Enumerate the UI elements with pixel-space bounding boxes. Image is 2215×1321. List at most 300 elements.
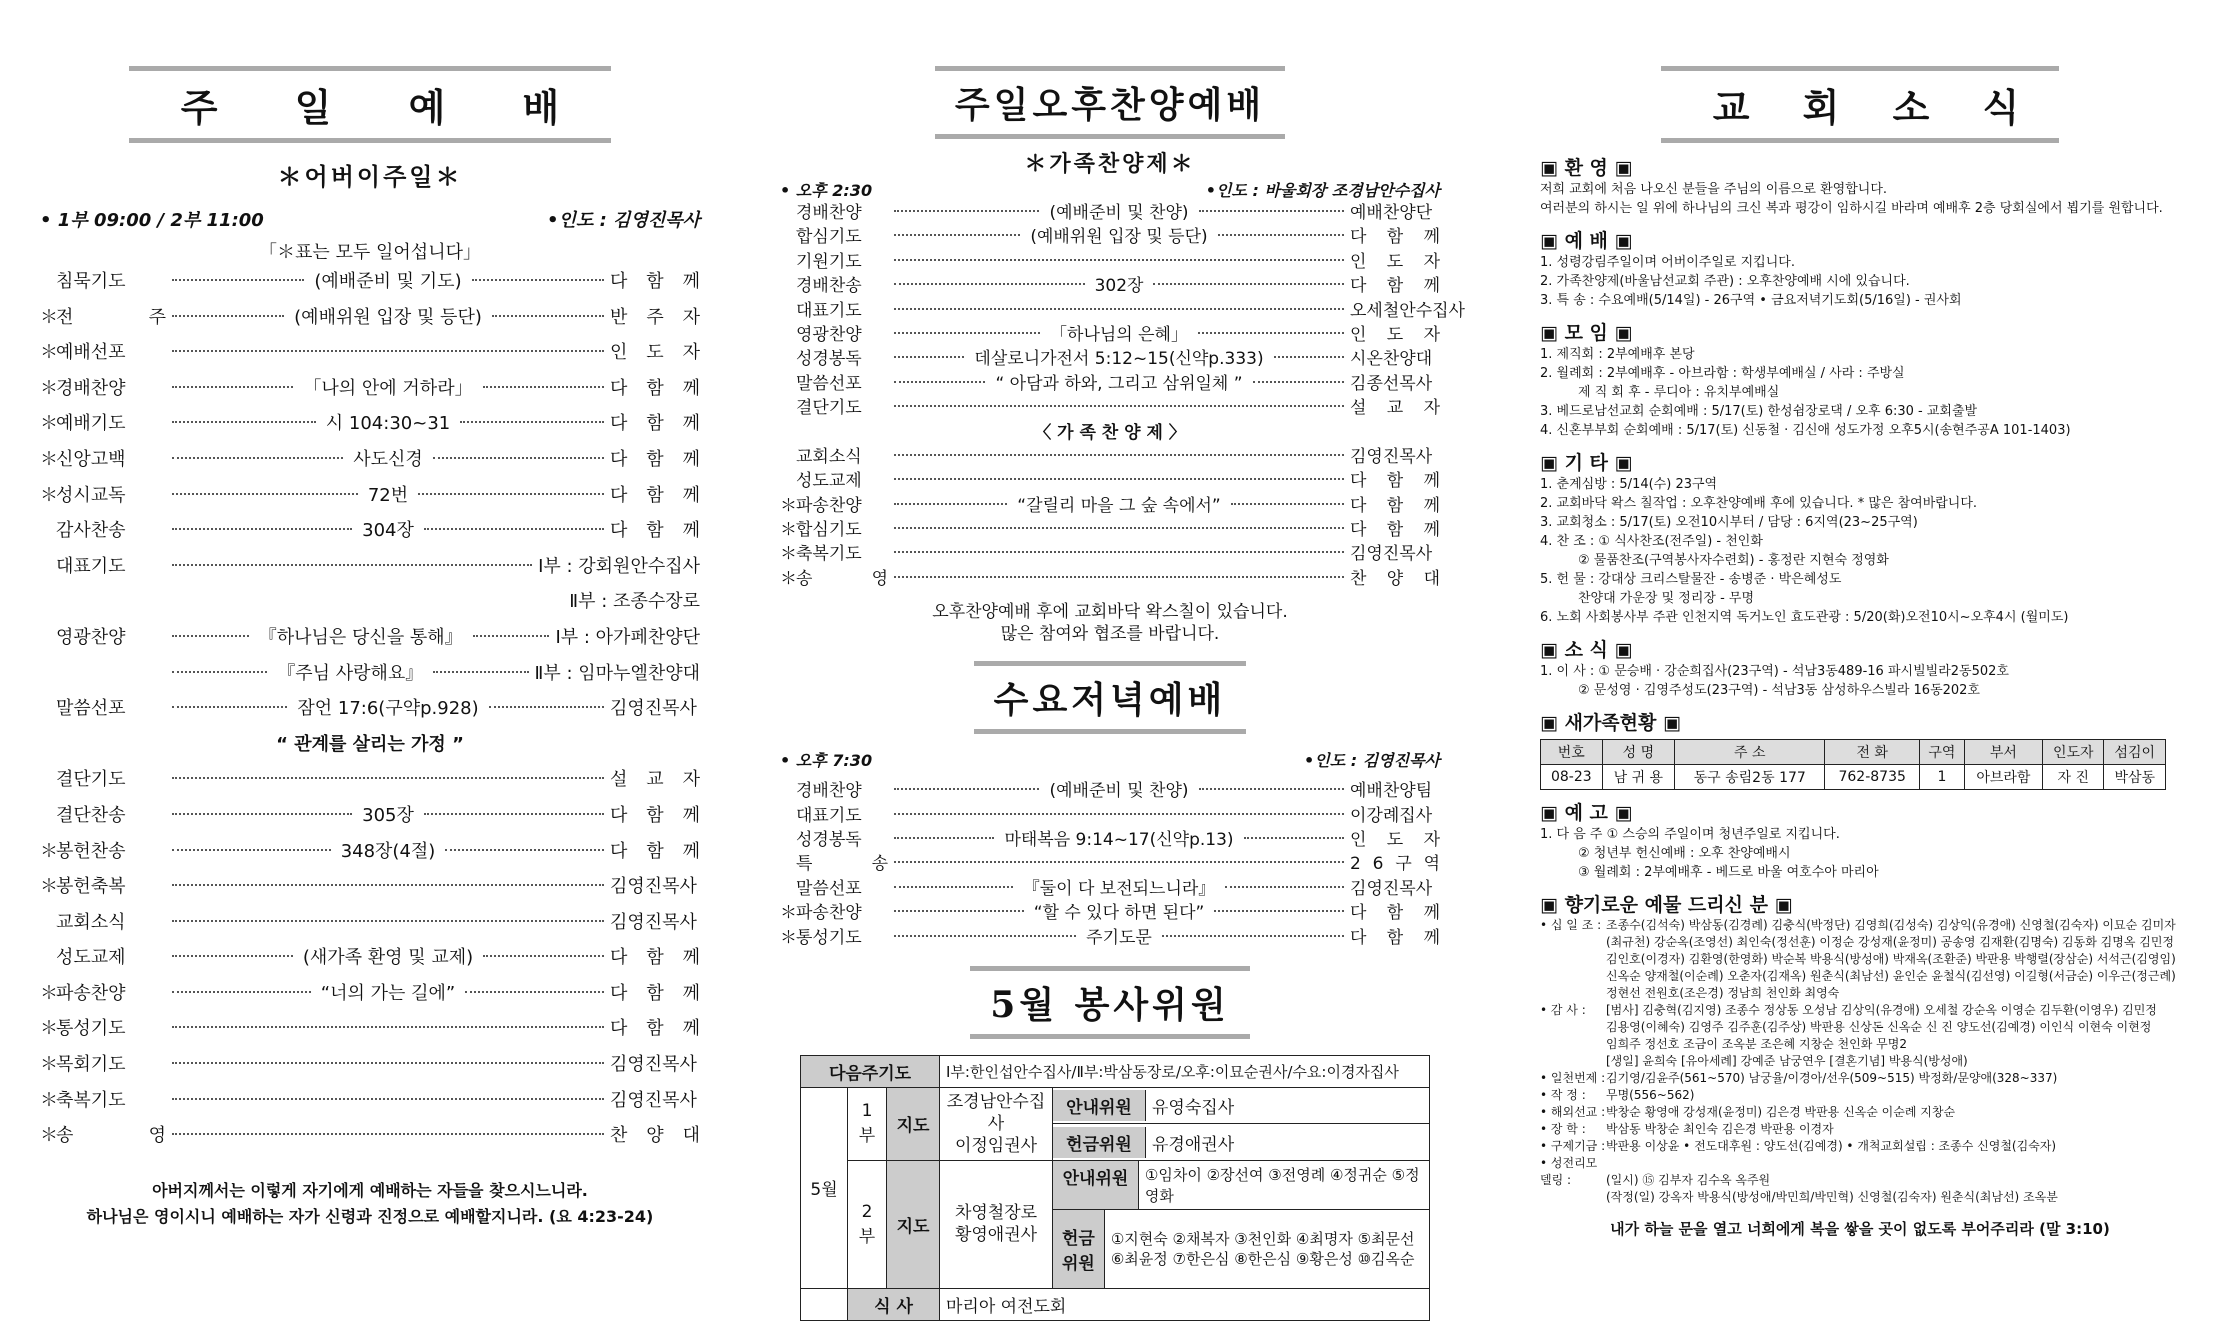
order-label: 결단기도 <box>796 398 862 419</box>
order-person: 다 함 께 <box>610 377 701 399</box>
offering-line <box>1540 985 2180 1002</box>
order-row <box>40 406 700 442</box>
order-detail: 데살로니가전서 5:12~15(신약p.333) <box>974 349 1264 370</box>
section-heading: ▣ 모 임 ▣ <box>1540 322 1633 344</box>
order-label: 특 송 <box>796 854 888 875</box>
offering-line <box>1540 951 2180 968</box>
offering-type: • 해외선교 : <box>1540 1105 1606 1119</box>
order-row <box>40 762 700 798</box>
order-person: 인 도 자 <box>610 342 700 364</box>
role-names: 유영숙집사 <box>1152 1098 1235 1119</box>
part2-cell: 2부 <box>848 1160 887 1288</box>
offering-type: • 구제기금 : <box>1540 1139 1606 1153</box>
news-line: ② 물품찬조(구역봉사자수련회) - 홍정란 지현숙 정영화 <box>1578 553 1889 568</box>
section-heading: ▣ 예 고 ▣ <box>1540 802 1633 824</box>
afternoon-worship-title: 주일오후찬양예배 <box>935 66 1285 139</box>
order-row <box>780 828 1440 852</box>
order-person: 다 함 께 <box>610 484 701 506</box>
order-person: 시온찬양대 <box>1350 349 1433 370</box>
news-line: 1. 제직회 : 2부예배후 본당 <box>1540 347 1695 362</box>
stand-marker: ＊ <box>40 413 58 435</box>
news-line: ② 청년부 헌신예배 : 오후 찬양예배시 <box>1578 846 1791 861</box>
order-detail: 마태복음 9:14~17(신약p.13) <box>1004 830 1234 851</box>
offering-names: [생일] 윤희숙 [유아세례] 강예준 남궁연우 [결혼기념] 박용식(방성애) <box>1606 1054 1968 1068</box>
order-person: 예배찬양팀 <box>1350 781 1433 802</box>
afternoon-subtitle: ＊가족찬양제＊ <box>1024 151 1196 177</box>
table-header-cell: 성 명 <box>1602 740 1675 765</box>
order-row <box>780 347 1440 371</box>
order-detail: (예배준비 및 기도) <box>314 271 462 292</box>
offering-names: 무명(556~562) <box>1606 1088 1695 1102</box>
news-line: 4. 찬 조 : ① 식사찬조(전주일) - 천인화 <box>1540 534 1763 549</box>
order-detail: (예배준비 및 찬양) <box>1049 203 1189 223</box>
order-label: 파송찬양 <box>56 982 126 1004</box>
order-person: 다 함 께 <box>610 840 701 862</box>
order-label: 목회기도 <box>56 1054 126 1076</box>
order-person: 인 도 자 <box>1350 324 1440 345</box>
offering-line <box>1540 1070 2180 1087</box>
order-person: Ⅰ부 : 강회원안수집사 <box>538 555 700 577</box>
offering-names: 김기영/김윤주(561~570) 남궁율/이경아/선우(509~515) 박정화/문양애(328~337) <box>1606 1071 2058 1085</box>
news-line: 여러분의 하시는 일 위에 하나님의 크신 복과 평강이 임하시길 바라며 예배후 2층 당회실에서 뵙기를 원합니다. <box>1540 201 2163 216</box>
stand-marker: ＊ <box>780 927 797 948</box>
role-names: ①임차이 ②장선여 ③전영례 ④정귀순 ⑤정영화 <box>1144 1165 1420 1205</box>
order-row <box>780 518 1440 542</box>
offering-names: (최규천) 강순옥(조영선) 최인숙(정선훈) 이정순 강성재(윤정미) 공송영 김재환(김명숙) 김동화 김명옥 김민정 <box>1606 935 2175 949</box>
offering-line <box>1540 1189 2180 1206</box>
guide-name: 황영애권사 <box>954 1225 1038 1246</box>
table-header-cell: 번호 <box>1541 740 1603 765</box>
order-label: 경배찬양 <box>56 377 126 399</box>
table-cell: 동구 송림2동 177 <box>1675 765 1825 790</box>
offering-names: 박창순 황영애 강성재(윤정미) 김은경 박판용 신옥순 이순례 지창순 <box>1606 1105 1956 1119</box>
order-person: 다 함 께 <box>610 413 701 435</box>
news-line: 1. 춘계심방 : 5/14(수) 23구역 <box>1540 477 1718 492</box>
order-person: 김영진목사 <box>610 1054 697 1076</box>
order-person: 다 함 께 <box>610 271 700 292</box>
order-row <box>780 250 1440 274</box>
order-person: 다 함 께 <box>1350 903 1441 924</box>
order-label: 결단기도 <box>56 769 126 791</box>
offering-type: • 성전리모델링 : <box>1540 1156 1598 1187</box>
news-line: 3. 베드로남선교회 순회예배 : 5/17(토) 한성쉼장로댁 / 오후 6:30 - 교회출발 <box>1540 404 1978 419</box>
order-label: 예배선포 <box>56 342 126 364</box>
order-label: 통성기도 <box>56 1018 126 1040</box>
order-detail: “할 수 있다 하면 된다” <box>1033 903 1205 924</box>
order-label: 대표기도 <box>796 805 862 826</box>
role-names: ①지현숙 ②채복자 ③천인화 ④최명자 ⑤최문선 ⑥최윤정 ⑦한은심 ⑧한은심 ⑨황은성 ⑩김옥순 <box>1110 1229 1415 1268</box>
order-detail: “갈릴리 마을 그 숲 속에서” <box>1017 495 1221 516</box>
order-label: 침묵기도 <box>56 271 126 292</box>
order-person: 설 교 자 <box>610 769 700 791</box>
stand-marker: ＊ <box>780 903 797 924</box>
order-row <box>40 798 700 834</box>
volunteers-title-box <box>780 966 1440 1039</box>
order-row <box>40 335 700 371</box>
order-label: 교회소식 <box>56 911 126 933</box>
order-detail: 305장 <box>362 804 414 826</box>
order-label: 성도교제 <box>796 471 862 492</box>
offering-type: • 장 학 : <box>1540 1122 1586 1136</box>
order-detail: 「하나님의 은혜」 <box>1050 324 1188 345</box>
sunday-worship-column <box>40 0 700 1240</box>
order-label: 성경봉독 <box>796 830 862 851</box>
order-person: 김영진목사 <box>610 1089 697 1111</box>
offering-line <box>1540 1138 2180 1155</box>
offering-line <box>1540 968 2180 985</box>
table-header-cell: 구역 <box>1920 740 1965 765</box>
order-detail: 304장 <box>362 520 414 542</box>
order-label: 성시교독 <box>56 484 126 506</box>
offering-names: 김용영(이혜숙) 김영주 김주훈(김주상) 박판용 신상돈 신옥순 신 진 양도선(김예경) 이인식 이현숙 이현정 <box>1606 1020 2152 1034</box>
news-line: 6. 노회 사회봉사부 주관 인천지역 독거노인 효도관광 : 5/20(화)오전10시~오후4시 (월미도) <box>1540 610 2069 625</box>
part2-roles <box>1053 1160 1430 1209</box>
news-line: 저희 교회에 처음 나오신 분들을 주님의 이름으로 환영합니다. <box>1540 182 1888 197</box>
offering-type: • 일천번제 : <box>1540 1071 1606 1085</box>
offering-names: 김인호(이경자) 김환영(한영화) 박순복 박용식(방성애) 박재옥(조환준) 박판용 박행렬(장삼순) 서석근(김영임) <box>1606 952 2176 966</box>
order-label: 봉헌찬송 <box>56 840 126 862</box>
role-label: 헌금위원 <box>1053 1127 1146 1158</box>
news-line: 찬양대 가운장 및 정리장 - 무명 <box>1578 591 1755 606</box>
order-person: 다 함 께 <box>1350 276 1440 297</box>
order-person: 김영진목사 <box>610 876 697 898</box>
order-label: 축복기도 <box>796 544 862 565</box>
order-label: 결단찬송 <box>56 804 126 826</box>
order-person: 김영진목사 <box>1350 544 1433 565</box>
order-person: 김영진목사 <box>610 698 697 720</box>
order-detail: 『주님 사랑해요』 <box>277 662 424 684</box>
order-row <box>780 804 1440 828</box>
order-label: 말씀선포 <box>56 698 126 720</box>
order-detail: 『하나님은 당신을 통해』 <box>258 626 463 648</box>
stand-marker: ＊ <box>40 1125 58 1147</box>
table-cell: 아브라함 <box>1964 765 2042 790</box>
order-label: 기원기도 <box>796 251 862 272</box>
month-cell: 5월 <box>801 1087 848 1288</box>
role-label: 헌금위원 <box>1053 1210 1105 1288</box>
section-heading: ▣ 환 영 ▣ <box>1540 157 1633 179</box>
order-row <box>40 834 700 870</box>
order-row <box>40 1011 700 1047</box>
order-label: 말씀선포 <box>796 373 862 394</box>
order-row <box>780 323 1440 347</box>
stand-marker: ＊ <box>40 982 58 1004</box>
order-label: 파송찬양 <box>796 903 862 924</box>
news-line: 3. 교회청소 : 5/17(토) 오전10시부터 / 담당 : 6지역(23~25구역) <box>1540 515 1918 530</box>
order-person: 김종선목사 <box>1350 373 1433 394</box>
order-person: 인 도 자 <box>1350 251 1440 272</box>
stand-marker: ＊ <box>780 520 797 541</box>
stand-marker: ＊ <box>40 1054 58 1076</box>
stand-marker: ＊ <box>40 1089 58 1111</box>
sunday-time: • 1부 09:00 / 2부 11:00 <box>40 210 264 231</box>
offering-line <box>1540 1087 2180 1104</box>
part1-roles <box>1053 1087 1430 1124</box>
order-person: 다 함 께 <box>610 982 701 1004</box>
order-detail: (예배위원 입장 및 등단) <box>294 306 482 328</box>
offering-names: 조종수(김석숙) 박삼동(김경례) 김충식(박정단) 김영희(김성숙) 김상익(유경애) 신영철(김숙자) 이묘순 김미자 <box>1606 918 2176 932</box>
order-row <box>780 877 1440 901</box>
wednesday-order-list <box>780 779 1440 950</box>
order-detail: “너의 가는 길에” <box>320 982 456 1004</box>
order-row <box>780 372 1440 396</box>
order-row <box>780 926 1440 950</box>
order-person: 다 함 께 <box>610 520 700 542</box>
order-detail: (새가족 환영 및 교제) <box>302 947 474 969</box>
order-label: 합심기도 <box>796 227 862 248</box>
part2-roles <box>1053 1209 1430 1288</box>
guide-label: 지도 <box>887 1087 940 1160</box>
offering-names: [범사] 김충혁(김지영) 조종수 정상동 오성남 김상익(유경애) 오세철 강순옥 이영순 김두환(이영우) 김민정 <box>1606 1003 2157 1017</box>
wednesday-time: • 오후 7:30 <box>780 751 873 771</box>
stand-marker: ＊ <box>40 484 58 506</box>
order-row <box>780 852 1440 876</box>
sunday-order-list <box>40 264 700 1154</box>
order-detail: 주기도문 <box>1086 927 1152 948</box>
order-row <box>780 299 1465 323</box>
part1-roles <box>1053 1124 1430 1161</box>
offering-names: (일시) ⑮ 김부자 김수옥 옥주원 <box>1606 1173 1771 1187</box>
next-prayer-value: Ⅰ부:한인섭안수집사/Ⅱ부:박삼동장로/오후:이묘순권사/수요:이경자집사 <box>940 1055 1430 1087</box>
volunteers-table <box>800 1055 1430 1321</box>
order-person: Ⅱ부 : 임마누엘찬양대 <box>534 662 701 684</box>
order-person: 오세철안수집사 <box>1350 300 1465 321</box>
sunday-worship-title: 주 일 예 배 <box>129 66 612 143</box>
order-person: 찬 양 대 <box>610 1125 700 1147</box>
order-person: 찬 양 대 <box>1350 568 1440 589</box>
order-person: 다 함 께 <box>1350 471 1440 492</box>
sunday-worship-subtitle: ＊어버이주일＊ <box>277 162 463 191</box>
news-line: 5. 헌 물 : 강대상 크리스탈물잔 - 송병준 · 박은혜성도 <box>1540 572 1842 587</box>
order-row <box>40 300 700 336</box>
order-person: 다 함 께 <box>1350 227 1440 248</box>
part2-guides <box>940 1160 1053 1288</box>
order-row <box>40 905 700 941</box>
order-detail: 잠언 17:6(구약p.928) <box>297 698 479 720</box>
sermon-title: 〈 가 족 찬 양 제 〉 <box>1034 422 1186 443</box>
order-row <box>40 1083 700 1119</box>
order-person: 설 교 자 <box>1350 398 1440 419</box>
bible-verse <box>40 1178 700 1230</box>
order-row <box>40 549 700 585</box>
order-label: 합심기도 <box>796 520 862 541</box>
order-person: 김영진목사 <box>1350 446 1433 467</box>
role-label: 안내위원 <box>1053 1090 1146 1121</box>
offering-line <box>1540 1036 2180 1053</box>
order-person: 다 함 께 <box>610 804 700 826</box>
offering-names: 박판용 이상윤 • 전도대후원 : 양도선(김예경) • 개척교회설립 : 조종수 신영철(김숙자) <box>1606 1139 2057 1153</box>
stand-marker: ＊ <box>40 377 58 399</box>
order-row <box>40 478 700 514</box>
afternoon-time-leader <box>780 178 1440 201</box>
offering-line <box>1540 1019 2180 1036</box>
table-header-cell: 부서 <box>1964 740 2042 765</box>
order-row <box>40 869 700 905</box>
table-cell: 762-8735 <box>1825 765 1920 790</box>
order-label: 신앙고백 <box>56 448 126 470</box>
order-person: 반 주 자 <box>610 306 701 328</box>
order-label: 봉헌축복 <box>56 876 126 898</box>
order-row <box>780 469 1440 493</box>
stand-marker: ＊ <box>40 876 58 898</box>
sunday-leader: •인도 : 김영진목사 <box>547 210 700 231</box>
offering-names: (작정(일) 강옥자 박용식(방성애/박민희/박민혁) 신영철(김숙자) 원춘식(최남선) 조옥분 <box>1606 1190 2058 1204</box>
order-row <box>780 225 1440 249</box>
role-label: 안내위원 <box>1053 1161 1139 1209</box>
order-person: 이강례집사 <box>1350 805 1433 826</box>
order-row <box>40 264 700 300</box>
wax-notice-line: 오후찬양예배 후에 교회바닥 왁스칠이 있습니다. <box>932 602 1288 623</box>
order-detail: 『둘이 다 보전되느니라』 <box>1022 878 1216 899</box>
new-family-table <box>1540 739 2166 790</box>
order-detail: 72번 <box>367 484 409 506</box>
order-person: Ⅱ부 : 조종수장로 <box>569 591 700 613</box>
volunteers-title: 5월 봉사위원 <box>970 966 1249 1039</box>
order-detail: 「나의 안에 거하라」 <box>303 377 473 399</box>
offering-type: • 작 정 : <box>1540 1088 1586 1102</box>
guide-label: 지도 <box>887 1160 940 1288</box>
meal-label: 식 사 <box>848 1288 940 1320</box>
order-row <box>40 691 700 727</box>
church-news-body <box>1540 153 2180 1242</box>
order-label: 영광찬양 <box>56 626 126 648</box>
table-header-cell: 인도자 <box>2043 740 2104 765</box>
order-person: Ⅰ부 : 아가페찬양단 <box>555 626 701 648</box>
news-line: 2. 가족찬양제(바울남선교회 주관) : 오후찬양예배 시에 있습니다. <box>1540 274 1910 289</box>
order-row <box>40 620 700 656</box>
guide-name: 이정임권사 <box>954 1135 1038 1156</box>
news-line: ③ 월례회 : 2부예배후 - 베드로 바울 여호수아 마리아 <box>1578 865 1879 880</box>
order-row <box>40 940 700 976</box>
bible-verse-line: 아버지께서는 이렇게 자기에게 예배하는 자들을 찾으시느니라. <box>152 1180 588 1200</box>
section-heading: ▣ 소 식 ▣ <box>1540 639 1633 661</box>
role-names: 유경애권사 <box>1152 1134 1235 1155</box>
order-detail: 302장 <box>1094 276 1144 297</box>
afternoon-title-box <box>780 66 1440 139</box>
offering-line <box>1540 1053 2180 1070</box>
table-header-cell: 주 소 <box>1675 740 1825 765</box>
afternoon-worship-column <box>780 0 1465 1317</box>
order-person: 다 함 께 <box>1350 927 1441 948</box>
order-label: 예배기도 <box>56 413 126 435</box>
stand-marker: ＊ <box>40 1018 58 1040</box>
wednesday-leader: •인도 : 김영진목사 <box>1304 751 1440 771</box>
section-heading: ▣ 기 타 ▣ <box>1540 452 1633 474</box>
part1-guides <box>940 1087 1053 1160</box>
order-label: 대표기도 <box>796 300 862 321</box>
order-label: 교회소식 <box>796 446 862 467</box>
order-person: 2 6 구 역 <box>1350 854 1440 875</box>
sunday-time-leader <box>40 206 700 232</box>
order-row <box>780 396 1440 420</box>
bible-verse-line: 하나님은 영이시니 예배하는 자가 신령과 진정으로 예배할지니라. (요 4:23-24) <box>86 1206 654 1226</box>
malachi-verse: 내가 하늘 문을 열고 너희에게 복을 쌓을 곳이 없도록 부어주리라 (말 3:10) <box>1610 1220 2110 1238</box>
afternoon-time: • 오후 2:30 <box>780 181 873 200</box>
meal-value: 마리아 여전도회 <box>940 1288 1430 1320</box>
order-person: 다 함 께 <box>610 947 701 969</box>
order-person: 인 도 자 <box>1350 830 1440 851</box>
offering-type: • 감 사 : <box>1540 1003 1586 1017</box>
order-row <box>40 1118 700 1154</box>
order-label: 송 영 <box>56 1125 166 1147</box>
wednesday-time-leader <box>780 748 1440 771</box>
next-prayer-label: 다음주기도 <box>801 1055 940 1087</box>
offering-line <box>1540 1121 2180 1138</box>
order-row <box>780 494 1440 518</box>
order-person: 다 함 께 <box>1350 495 1441 516</box>
order-row <box>780 567 1440 591</box>
order-label: 전 주 <box>56 306 166 328</box>
offering-line <box>1540 1104 2180 1121</box>
section-heading: ▣ 향기로운 예물 드리신 분 ▣ <box>1540 894 1793 916</box>
order-label: 파송찬양 <box>796 495 862 516</box>
order-person: 다 함 께 <box>1350 520 1440 541</box>
section-heading: ▣ 예 배 ▣ <box>1540 230 1633 252</box>
afternoon-leader: •인도 : 바울회장 조경남안수집사 <box>1205 181 1440 200</box>
news-line: 1. 다 음 주 ① 스승의 주일이며 청년주일로 지킵니다. <box>1540 827 1840 842</box>
order-detail: (예배준비 및 찬양) <box>1049 781 1189 802</box>
news-line: 제 직 회 후 - 루디아 : 유치부예배실 <box>1578 385 1780 400</box>
offering-line <box>1540 917 2180 934</box>
order-row <box>40 371 700 407</box>
table-header-cell: 섬김이 <box>2104 740 2166 765</box>
table-cell: 남 귀 용 <box>1602 765 1675 790</box>
order-label: 영광찬양 <box>796 324 862 345</box>
order-label: 말씀선포 <box>796 878 862 899</box>
order-label: 통성기도 <box>796 927 862 948</box>
order-detail: “ 아담과 하와, 그리고 삼위일체 ” <box>995 373 1243 394</box>
order-detail: (예배위원 입장 및 등단) <box>1030 227 1208 248</box>
guide-name: 차영철장로 <box>954 1203 1038 1224</box>
order-person: 김영진목사 <box>1350 878 1433 899</box>
wax-notice-line: 많은 참여와 협조를 바랍니다. <box>1000 624 1220 645</box>
order-detail: 사도신경 <box>353 448 423 470</box>
sunday-worship-title-box <box>40 66 700 143</box>
section-heading: ▣ 새가족현황 ▣ <box>1540 712 1681 734</box>
table-header-cell: 전 화 <box>1825 740 1920 765</box>
news-line: 3. 특 송 : 수요예배(5/14일) - 26구역 • 금요저녁기도회(5/16일) - 권사회 <box>1540 293 1962 308</box>
wednesday-title-box <box>780 661 1440 734</box>
order-person: 예배찬양단 <box>1350 203 1433 223</box>
wednesday-worship-title: 수요저녁예배 <box>974 661 1247 734</box>
order-row <box>780 201 1440 225</box>
table-cell: 박삼동 <box>2104 765 2166 790</box>
order-detail: 348장(4절) <box>340 840 436 862</box>
stand-marker: ＊ <box>40 306 58 328</box>
sermon-title: “ 관계를 살리는 가정 ” <box>276 733 464 755</box>
church-news-column <box>1540 0 2180 1240</box>
order-label: 송 영 <box>796 568 888 589</box>
church-news-title: 교 회 소 식 <box>1661 66 2060 143</box>
order-label: 경배찬양 <box>796 203 862 223</box>
stand-marker: ＊ <box>780 495 797 516</box>
wax-notice <box>780 601 1440 645</box>
stand-marker: ＊ <box>780 544 797 565</box>
order-label: 감사찬송 <box>56 520 126 542</box>
order-row <box>40 976 700 1012</box>
offering-names: 정현선 전원호(조은경) 정남희 천인화 최영숙 <box>1606 986 1840 1000</box>
order-person: 다 함 께 <box>610 1018 700 1040</box>
order-row <box>40 584 700 620</box>
order-label: 축복기도 <box>56 1089 126 1111</box>
afternoon-order-list <box>780 201 1465 591</box>
order-person: 다 함 께 <box>610 448 700 470</box>
stand-marker: ＊ <box>40 342 58 364</box>
news-line: 1. 이 사 : ① 문승배 · 강순희집사(23구역) - 석남3동489-16 파시빌빌라2동502호 <box>1540 664 2009 679</box>
order-label: 경배찬양 <box>796 781 862 802</box>
order-row <box>780 901 1440 925</box>
order-row <box>780 274 1440 298</box>
